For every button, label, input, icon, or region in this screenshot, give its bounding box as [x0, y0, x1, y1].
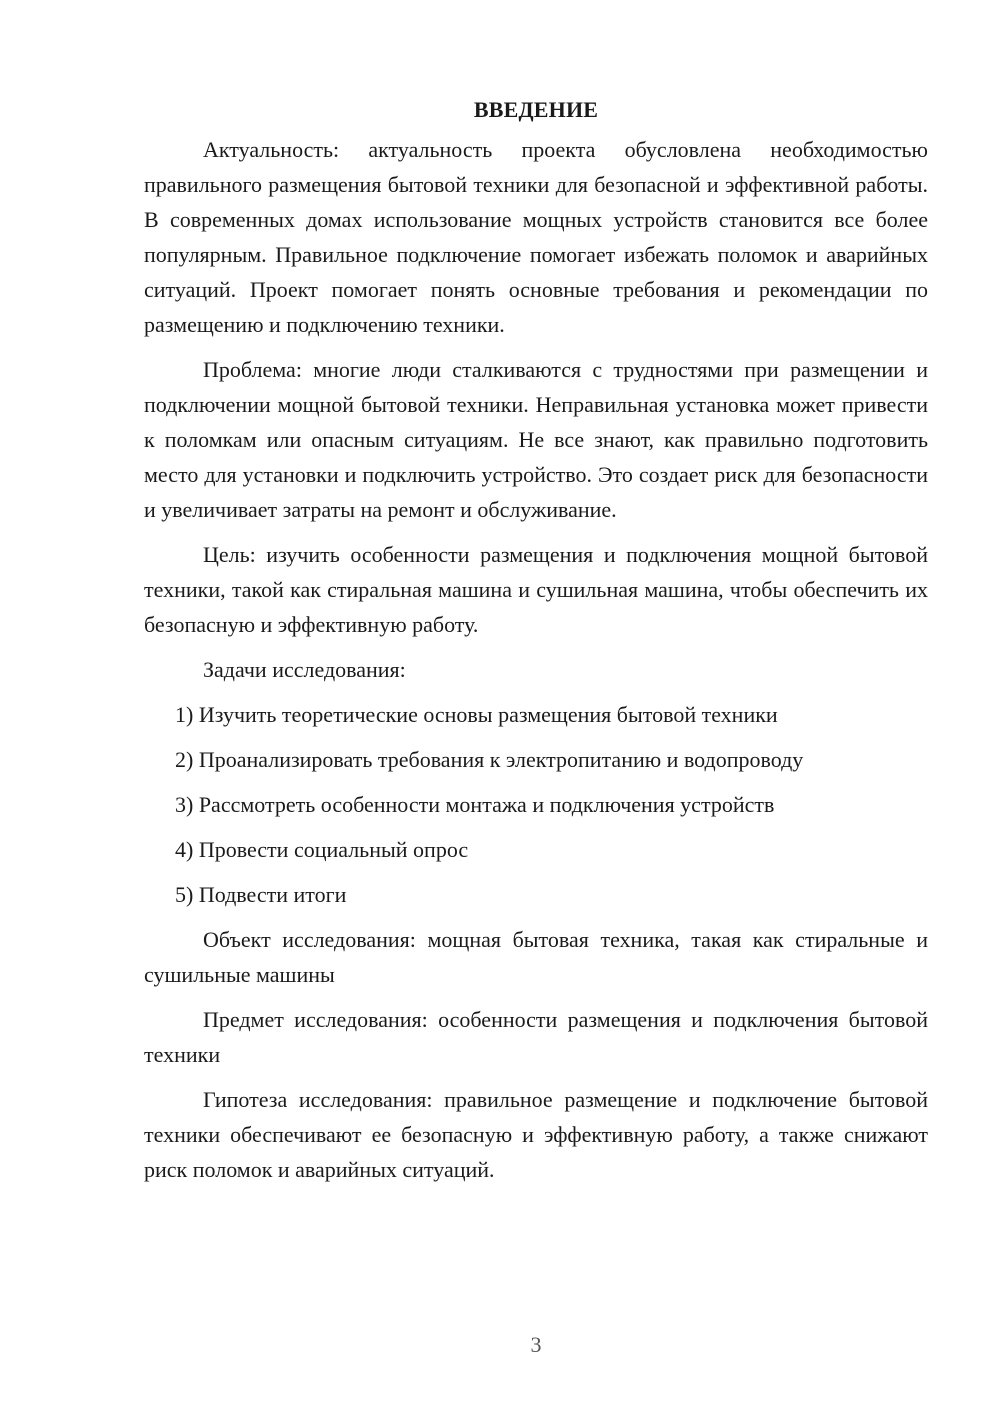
paragraph-hypothesis: Гипотеза исследования: правильное размещение и подключение бытовой техники обеспечивают ее безопасную и эффективную работу, а также снижают риск поломок и аварийных ситуаций. — [144, 1087, 928, 1182]
paragraph-object: Объект исследования: мощная бытовая техника, такая как стиральные и сушильные машины — [144, 927, 928, 987]
list-item: 4) Провести социальный опрос — [175, 837, 469, 862]
tasks-label: Задачи исследования: — [203, 657, 406, 682]
list-item: 3) Рассмотреть особенности монтажа и подключения устройств — [175, 792, 775, 817]
paragraph-subject: Предмет исследования: особенности размещения и подключения бытовой техники — [144, 1007, 928, 1067]
page-number: 3 — [530, 1332, 542, 1357]
list-item: 2) Проанализировать требования к электропитанию и водопроводу — [175, 747, 804, 772]
list-item: 5) Подвести итоги — [175, 882, 347, 907]
paragraph-problem: Проблема: многие люди сталкиваются с трудностями при размещении и подключении мощной бытовой техники. Неправильная установка может привести к поломкам или опасным ситуациям. Не все знают, как правильно подготовить место для установки и подключить устройство. Это создает риск для безопасности и увеличивает затраты на ремонт и обслуживание. — [144, 357, 928, 522]
document-page — [144, 92, 928, 1197]
paragraph-goal: Цель: изучить особенности размещения и подключения мощной бытовой техники, такой как стиральная машина и сушильная машина, чтобы обеспечить их безопасную и эффективную работу. — [144, 542, 928, 637]
page-title: ВВЕДЕНИЕ — [473, 97, 599, 122]
tasks-list — [144, 697, 928, 912]
paragraph-relevance: Актуальность: актуальность проекта обусловлена необходимостью правильного размещения бытовой техники для безопасной и эффективной работы. В современных домах использование мощных устройств становится все более популярным. Правильное подключение помогает избежать поломок и аварийных ситуаций. Проект помогает понять основные требования и рекомендации по размещению и подключению техники. — [144, 137, 928, 337]
list-item: 1) Изучить теоретические основы размещения бытовой техники — [175, 702, 778, 727]
